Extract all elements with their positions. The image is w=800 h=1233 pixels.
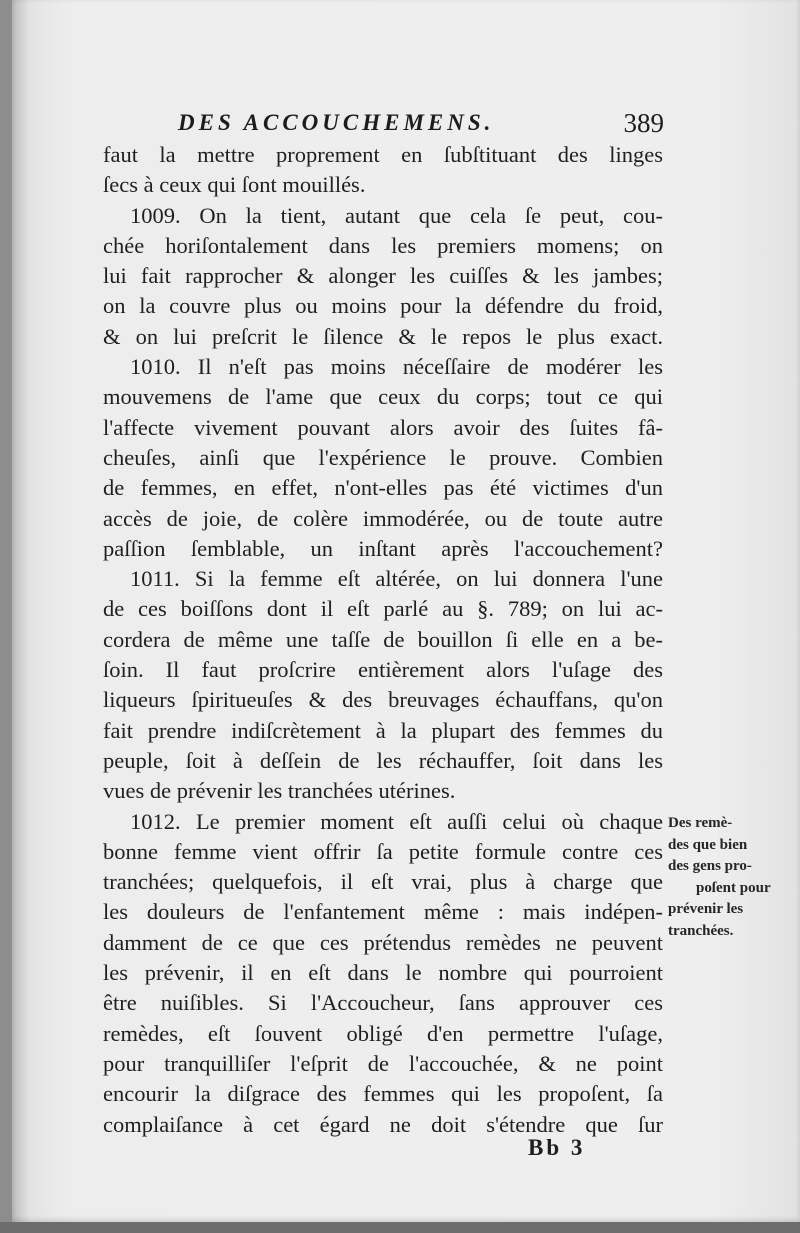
text-line: peuple, ſoit à deſſein de les réchauffer, ſoit dans les [103, 747, 663, 773]
text-line: cheuſes, ainſi que l'expérience le prouve. Combien [103, 444, 663, 470]
body-text [103, 140, 663, 1140]
text-line: faut la mettre proprement en ſubſtituant des linges [103, 142, 663, 167]
margin-note-line: poſent pour [696, 879, 771, 896]
text-line: lui fait rapprocher & alonger les cuiſſes & les jambes; [103, 263, 663, 289]
text-line: les douleurs de l'enfantement même : mais indépen- [103, 899, 663, 925]
text-line: bonne femme vient offrir ſa petite formule contre ces [103, 838, 663, 864]
paragraph-1012-start: 1012. Le premier moment eſt auſſi celui où chaque [130, 808, 663, 834]
text-line: encourir la diſgrace des femmes qui les propoſent, ſa [103, 1081, 663, 1107]
paragraph-1011-start: 1011. Si la femme eſt altérée, on lui donnera l'une [130, 566, 663, 592]
text-line: ſecs à ceux qui ſont mouillés. [103, 172, 366, 198]
text-line: de ces boiſſons dont il eſt parlé au §. 789; on lui ac- [103, 596, 663, 622]
text-line: damment de ce que ces prétendus remèdes ne peuvent [103, 929, 663, 955]
margin-note [668, 813, 796, 943]
text-line: l'affecte vivement pouvant alors avoir des ſuites fâ- [103, 414, 663, 440]
text-line: liqueurs ſpiritueuſes & des breuvages échauffans, qu'on [103, 687, 663, 713]
text-line: remèdes, eſt ſouvent obligé d'en permettre l'uſage, [103, 1020, 663, 1046]
text-line: accès de joie, de colère immodérée, ou de toute autre [103, 505, 663, 531]
margin-note-line: des gens pro- [668, 858, 752, 875]
text-line: & on lui preſcrit le ſilence & le repos le plus exact. [103, 323, 663, 349]
text-line: être nuiſibles. Si l'Accoucheur, ſans approuver ces [103, 990, 663, 1016]
paragraph-1010-start: 1010. Il n'eſt pas moins néceſſaire de modérer les [130, 354, 663, 380]
signature-mark: Bb 3 [528, 1135, 586, 1160]
margin-note-line: prévenir les [668, 901, 744, 918]
paragraph-1009-start: 1009. On la tient, autant que cela ſe peut, cou- [130, 202, 663, 228]
text-line: fait prendre indiſcrètement à la plupart des femmes du [103, 717, 663, 743]
running-head: DES ACCOUCHEMENS. [178, 110, 495, 135]
text-line: paſſion ſemblable, un inſtant après l'accouchement? [103, 535, 663, 561]
text-line: ſoin. Il faut proſcrire entièrement alors l'uſage des [103, 657, 663, 683]
text-line: cordera de même une taſſe de bouillon ſi elle en a be- [103, 626, 663, 652]
text-line: de femmes, en effet, n'ont-elles pas été victimes d'un [103, 475, 663, 501]
text-line: tranchées; quelquefois, il eſt vrai, plus à charge que [103, 869, 663, 895]
margin-note-line: tranchées. [668, 922, 734, 939]
page-header [178, 110, 664, 144]
text-line: vues de prévenir les tranchées utérines. [103, 778, 456, 804]
text-line: pour tranquilliſer l'eſprit de l'accouchée, & ne point [103, 1050, 663, 1076]
margin-note-line: des que bien [668, 836, 748, 853]
text-line: chée horiſontalement dans les premiers momens; on [103, 232, 663, 258]
scan-edge [0, 1222, 800, 1233]
text-line: les prévenir, il en eſt dans le nombre qui pourroient [103, 960, 663, 986]
text-line: mouvemens de l'ame que ceux du corps; tout ce qui [103, 384, 663, 410]
page-number: 389 [623, 108, 664, 138]
margin-note-line: Des remè- [668, 815, 733, 831]
text-line: complaiſance à cet égard ne doit s'étendre que ſur [103, 1111, 663, 1137]
text-line: on la couvre plus ou moins pour la défendre du froid, [103, 293, 663, 319]
